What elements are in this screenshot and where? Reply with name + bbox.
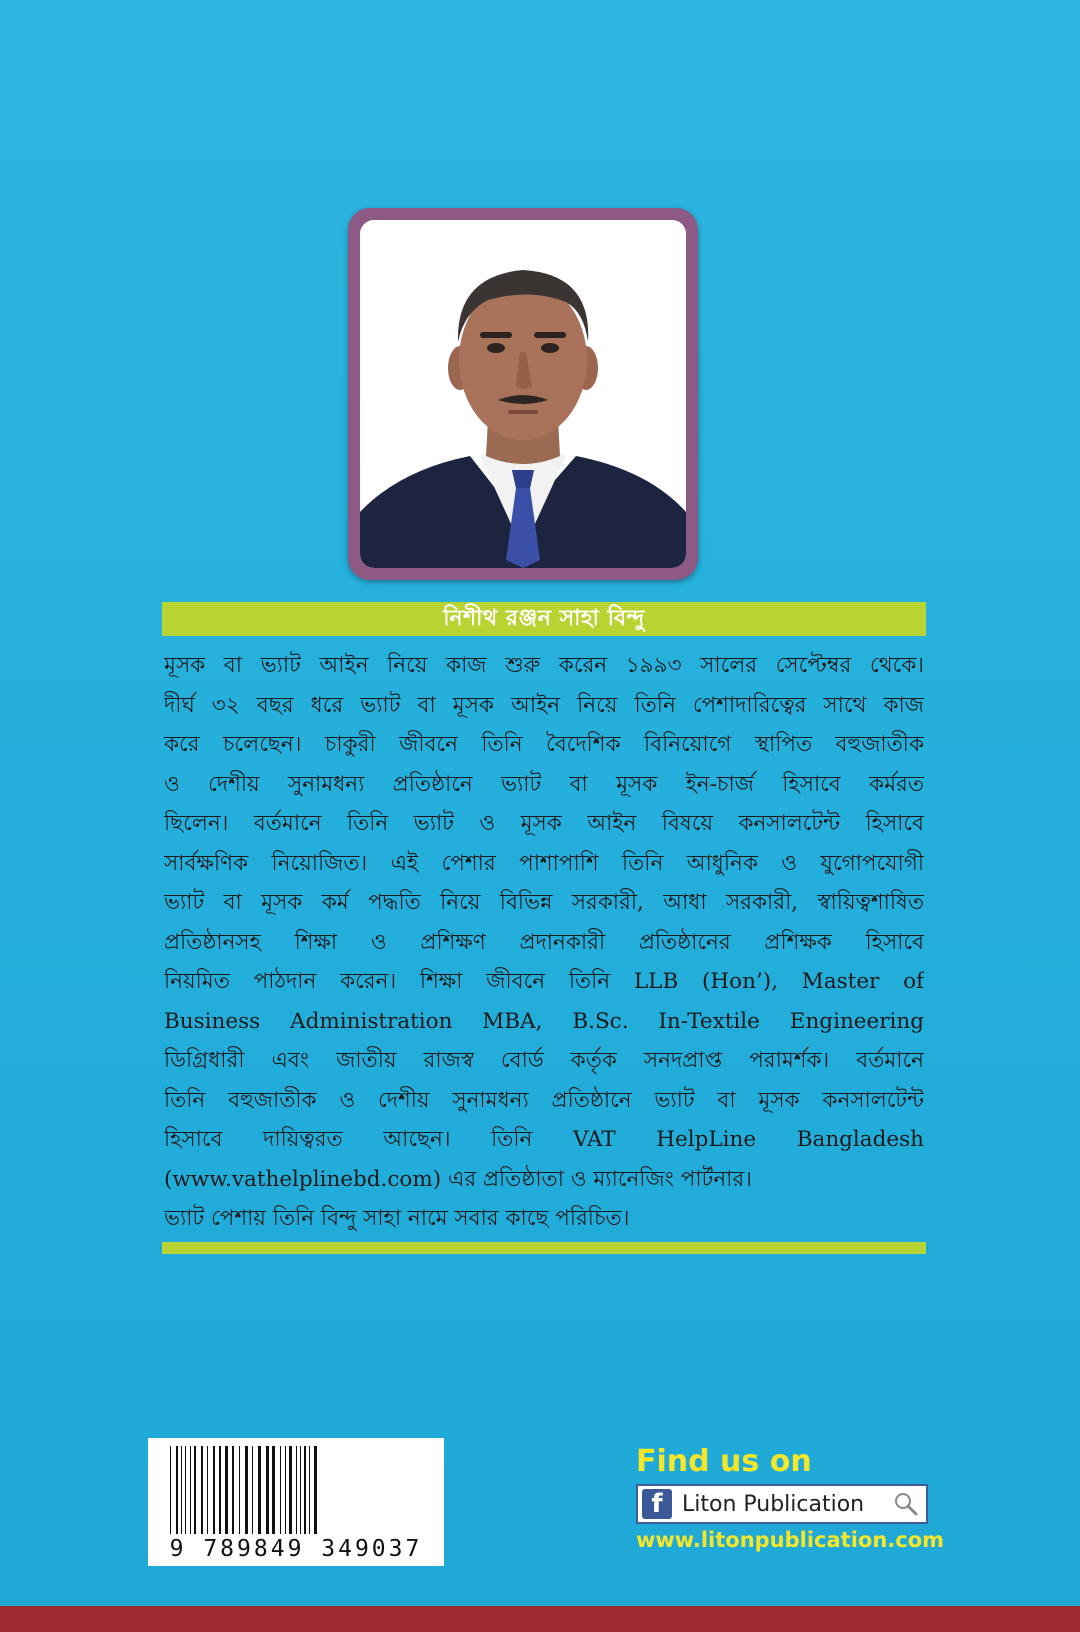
barcode-bar bbox=[213, 1446, 215, 1534]
facebook-icon: f bbox=[642, 1489, 672, 1519]
barcode-bar bbox=[314, 1446, 317, 1534]
barcode-bar bbox=[185, 1446, 186, 1534]
facebook-search-box[interactable] bbox=[636, 1484, 928, 1524]
bio-line: দীর্ঘ ৩২ বছর ধরে ভ্যাট বা মূসক আইন নিয়ে তিনি পেশাদারিত্বের সাথে কাজ bbox=[164, 692, 924, 718]
bio-line: নিয়মিত পাঠদান করেন। শিক্ষা জীবনে তিনি LLB (Hon’), Master of bbox=[164, 969, 924, 994]
bio-line: তিনি বহুজাতীক ও দেশীয় সুনামধন্য প্রতিষ্ঠানে ভ্যাট বা মূসক কনসালটেন্ট bbox=[164, 1087, 924, 1113]
barcode-bar bbox=[176, 1446, 178, 1534]
barcode-bar bbox=[181, 1446, 182, 1534]
publisher-website[interactable]: www.litonpublication.com bbox=[636, 1528, 945, 1552]
author-name: নিশীথ রঞ্জন সাহা বিন্দু bbox=[443, 605, 645, 631]
barcode-bar bbox=[194, 1446, 196, 1534]
bio-line: ভ্যাট বা মূসক কর্ম পদ্ধতি নিয়ে বিভিন্ন সরকারী, আধা সরকারী, স্বায়িত্বশাষিত bbox=[164, 890, 924, 915]
barcode-bar bbox=[304, 1446, 306, 1534]
barcode-bar bbox=[252, 1446, 253, 1534]
author-name-band bbox=[162, 602, 926, 636]
barcode-bar bbox=[232, 1446, 234, 1534]
barcode-bar bbox=[190, 1446, 191, 1534]
isbn-barcode bbox=[148, 1438, 444, 1566]
barcode-bar bbox=[258, 1446, 261, 1534]
barcode-bar bbox=[289, 1446, 292, 1534]
barcode-bar bbox=[245, 1446, 248, 1534]
bottom-color-strip bbox=[0, 1606, 1080, 1632]
bio-line: প্রতিষ্ঠানসহ শিক্ষা ও প্রশিক্ষণ প্রদানকারী প্রতিষ্ঠানের প্রশিক্ষক হিসাবে bbox=[164, 929, 924, 955]
bio-line: হিসাবে দায়িত্বরত আছেন। তিনি VAT HelpLine Bangladesh bbox=[164, 1127, 924, 1152]
barcode-number: 9 789849 349037 bbox=[169, 1536, 423, 1562]
bio-line: মূসক বা ভ্যাট আইন নিয়ে কাজ শুরু করেন ১৯৯৩ সালের সেপ্টেম্বর থেকে। bbox=[164, 653, 924, 678]
barcode-bar bbox=[207, 1446, 208, 1534]
bio-line: করে চলেছেন। চাকুরী জীবনে তিনি বৈদেশিক বিনিয়োগে স্থাপিত বহুজাতীক bbox=[164, 732, 924, 757]
author-photo-frame bbox=[348, 208, 698, 580]
barcode-bars bbox=[168, 1446, 424, 1534]
find-us-heading: Find us on bbox=[636, 1444, 812, 1479]
barcode-bar bbox=[272, 1446, 275, 1534]
bio-line: (www.vathelplinebd.com) এর প্রতিষ্ঠাতা ও ম্যানেজিং পার্টনার। bbox=[164, 1166, 752, 1192]
bio-line: ভ্যাট পেশায় তিনি বিন্দু সাহা নামে সবার কাছে পরিচিত। bbox=[164, 1206, 630, 1231]
bio-line: ছিলেন। বর্তমানে তিনি ভ্যাট ও মূসক আইন বিষয়ে কনসালটেন্ট হিসাবে bbox=[164, 811, 924, 836]
divider-band bbox=[162, 1242, 926, 1254]
barcode-bar bbox=[201, 1446, 203, 1534]
barcode-bar bbox=[300, 1446, 301, 1534]
search-icon bbox=[892, 1490, 920, 1518]
barcode-bar bbox=[296, 1446, 297, 1534]
bio-line: Business Administration MBA, B.Sc. In-Textile Engineering bbox=[164, 1008, 924, 1034]
facebook-page-name: Liton Publication bbox=[682, 1491, 865, 1517]
barcode-bar bbox=[309, 1446, 310, 1534]
barcode-bar bbox=[280, 1446, 281, 1534]
bio-line: সার্বক্ষণিক নিয়োজিত। এই পেশার পাশাপাশি তিনি আধুনিক ও যুগোপযোগী bbox=[164, 850, 924, 876]
barcode-bar bbox=[219, 1446, 221, 1534]
barcode-bar bbox=[225, 1446, 228, 1534]
author-biography bbox=[164, 646, 924, 1239]
bio-line: ডিগ্রিধারী এবং জাতীয় রাজস্ব বোর্ড কর্তৃক সনদপ্রাপ্ত পরামর্শক। বর্তমানে bbox=[164, 1048, 924, 1073]
bio-line: ও দেশীয় সুনামধন্য প্রতিষ্ঠানে ভ্যাট বা মূসক ইন-চার্জ হিসাবে কর্মরত bbox=[164, 771, 924, 797]
barcode-bar bbox=[266, 1446, 269, 1534]
barcode-bar bbox=[239, 1446, 240, 1534]
barcode-bar bbox=[170, 1446, 171, 1534]
barcode-bar bbox=[285, 1446, 286, 1534]
author-photo bbox=[360, 220, 686, 568]
